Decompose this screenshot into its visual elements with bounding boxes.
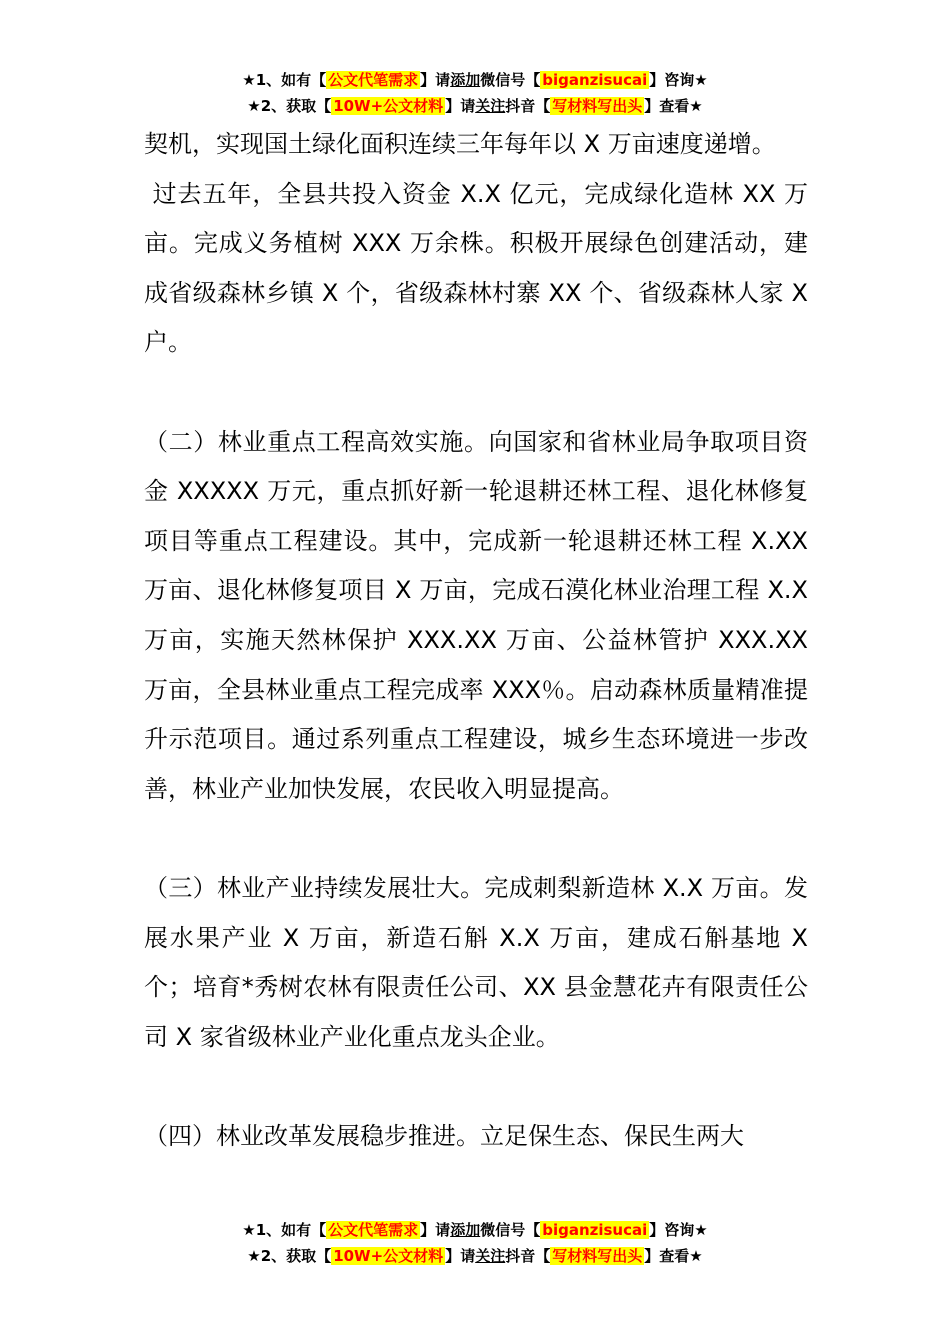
promo-highlight: biganzisucai [542,1221,648,1239]
promo-text: ★1、如有【 [242,71,327,89]
promo-text: 抖音【 [505,1247,551,1265]
promo-highlight: 10W+公文材料 [333,97,444,115]
promo-highlight: 公文代笔需求 [328,71,419,89]
promo-highlight: 公文代笔需求 [328,1221,419,1239]
footer-promo-banner [0,1217,950,1269]
promo-text: 微信号【 [480,1221,541,1239]
promo-text: ★2、获取【 [247,97,332,115]
promo-text: ★1、如有【 [242,1221,327,1239]
promo-text: 】请 [445,1247,476,1265]
paragraph-section-4: （四）林业改革发展稳步推进。立足保生态、保民生两大 [144,1121,744,1150]
promo-line-2 [0,93,950,119]
promo-text: 微信号【 [480,71,541,89]
promo-highlight: 写材料写出头 [552,1247,643,1265]
promo-text: 抖音【 [505,97,551,115]
promo-emphasis: 添加 [450,71,481,89]
promo-highlight: biganzisucai [542,71,648,89]
promo-line-1 [0,1217,950,1243]
promo-text: 】请 [420,71,451,89]
promo-highlight: 10W+公文材料 [333,1247,444,1265]
promo-text: ★2、获取【 [247,1247,332,1265]
document-body [144,120,816,1161]
promo-line-1 [0,67,950,93]
paragraph-section-2: （二）林业重点工程高效实施。向国家和省林业局争取项目资金 XXXXX 万元，重点抓好新一轮退耕还林工程、退化林修复项目等重点工程建设。其中，完成新一轮退耕还林工程 X.XX 万亩、退化林修复项目 X 万亩，完成石漠化林业治理工程 X.X 万亩，实施天然林保护 XXX.XX 万亩、公益林管护 XXX.XX 万亩，全县林业重点工程完成率 XXX％。启动森林质量精准提升示范项目。通过系列重点工程建设，城乡生态环境进一步改善，林业产业加快发展，农民收入明显提高。 [144,427,808,803]
promo-text: 】查看★ [644,1247,703,1265]
promo-text: 】咨询★ [649,71,708,89]
promo-text: 】请 [445,97,476,115]
paragraph-continuation: 契机，实现国土绿化面积连续三年每年以 X 万亩速度递增。 [144,130,776,158]
promo-text: 】咨询★ [649,1221,708,1239]
promo-highlight: 写材料写出头 [552,97,643,115]
promo-emphasis: 关注 [475,97,506,115]
header-promo-banner [0,67,950,119]
paragraph-summary: 过去五年，全县共投入资金 X.X 亿元，完成绿化造林 XX 万亩。完成义务植树 XXX 万余株。积极开展绿色创建活动，建成省级森林乡镇 X 个，省级森林村寨 XX 个、省级森林人家 X 户。 [144,179,816,357]
paragraph-section-3: （三）林业产业持续发展壮大。完成刺梨新造林 X.X 万亩。发展水果产业 X 万亩，新造石斛 X.X 万亩，建成石斛基地 X 个；培育*秀树农林有限责任公司、XX 县金慧花卉有限责任公司 X 家省级林业产业化重点龙头企业。 [144,873,808,1051]
promo-text: 】查看★ [644,97,703,115]
promo-line-2 [0,1243,950,1269]
promo-text: 】请 [420,1221,451,1239]
promo-emphasis: 添加 [450,1221,481,1239]
promo-emphasis: 关注 [475,1247,506,1265]
